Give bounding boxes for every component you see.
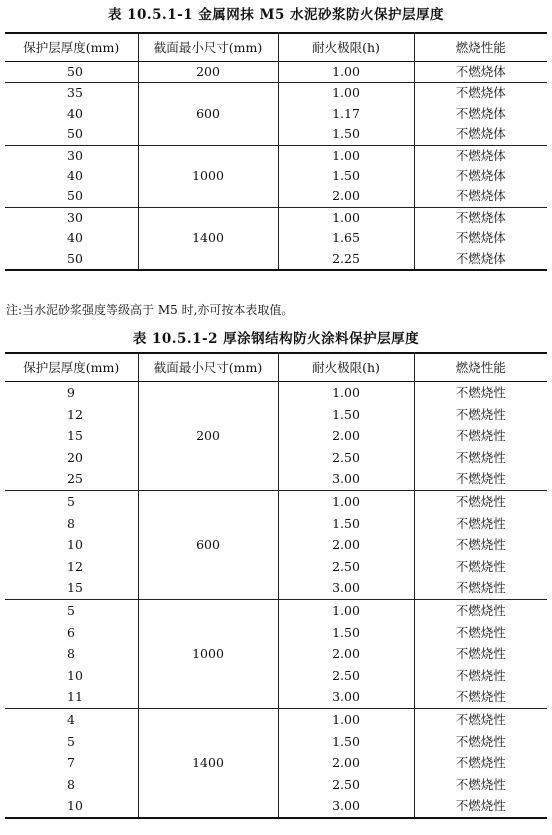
table2-caption: 表 10.5.1-2 厚涂钢结构防火涂料保护层厚度	[132, 331, 420, 347]
cell-combustion: 不燃烧性	[414, 665, 547, 687]
cell-min-section: 1000	[138, 145, 278, 207]
cell-thickness: 8	[67, 776, 75, 792]
table-row	[5, 62, 547, 83]
table-row	[5, 382, 547, 404]
cell-fire-limit: 2.00	[278, 643, 414, 665]
header-fire-limit: 耐火极限(h)	[278, 33, 414, 62]
header-fire-limit: 耐火极限(h)	[278, 353, 414, 382]
cell-combustion: 不燃烧性	[414, 468, 547, 490]
table-row	[5, 708, 547, 730]
cell-fire-limit: 1.00	[278, 145, 414, 166]
cell-thickness: 30	[5, 145, 138, 166]
table1-caption: 表 10.5.1-1 金属网抹 M5 水泥砂浆防火保护层厚度	[107, 7, 445, 23]
cell-fire-limit: 2.50	[278, 774, 414, 796]
cell-combustion: 不燃烧体	[414, 124, 547, 145]
cell-thickness: 20	[67, 449, 83, 465]
cell-thickness: 40	[67, 105, 83, 121]
cell-fire-limit: 2.00	[278, 534, 414, 556]
cell-min-section: 200	[138, 382, 278, 491]
cell-fire-limit: 1.17	[278, 104, 414, 124]
cell-thickness: 10	[67, 798, 83, 814]
cell-thickness: 5	[67, 733, 75, 749]
cell-combustion: 不燃烧性	[414, 599, 547, 621]
cell-min-section: 1400	[138, 207, 278, 270]
header-combustion: 燃烧性能	[414, 353, 547, 382]
cell-thickness: 10	[67, 667, 83, 683]
cell-thickness: 40	[67, 168, 83, 184]
cell-combustion: 不燃烧体	[414, 83, 547, 104]
cell-combustion: 不燃烧性	[414, 382, 547, 404]
cell-thickness: 8	[67, 646, 75, 662]
cell-combustion: 不燃烧性	[414, 774, 547, 796]
table1-fireproof-mortar	[5, 32, 547, 271]
cell-combustion: 不燃烧性	[414, 643, 547, 665]
cell-fire-limit: 1.00	[278, 62, 414, 83]
cell-fire-limit: 3.00	[278, 468, 414, 490]
cell-fire-limit: 1.00	[278, 708, 414, 730]
cell-combustion: 不燃烧体	[414, 207, 547, 228]
table-row	[5, 145, 547, 166]
cell-fire-limit: 3.00	[278, 577, 414, 599]
cell-thickness: 6	[67, 624, 75, 640]
cell-fire-limit: 3.00	[278, 795, 414, 818]
cell-thickness: 11	[67, 689, 83, 705]
cell-thickness: 15	[67, 428, 83, 444]
header-min-section: 截面最小尺寸(mm)	[138, 33, 278, 62]
cell-combustion: 不燃烧性	[414, 447, 547, 469]
table-row	[5, 599, 547, 621]
cell-thickness: 8	[67, 515, 75, 531]
cell-fire-limit: 1.50	[278, 731, 414, 753]
cell-thickness: 50	[67, 64, 83, 79]
table-row	[5, 83, 547, 104]
cell-combustion: 不燃烧性	[414, 577, 547, 599]
cell-thickness: 50	[67, 250, 83, 266]
cell-fire-limit: 1.00	[278, 207, 414, 228]
cell-thickness: 25	[67, 471, 83, 487]
cell-thickness: 30	[5, 207, 138, 228]
cell-thickness: 5	[5, 599, 138, 621]
cell-combustion: 不燃烧性	[414, 686, 547, 708]
cell-combustion: 不燃烧体	[414, 186, 547, 207]
cell-combustion: 不燃烧性	[414, 490, 547, 512]
cell-thickness: 35	[5, 83, 138, 104]
cell-fire-limit: 3.00	[278, 686, 414, 708]
cell-combustion: 不燃烧性	[414, 731, 547, 753]
cell-thickness: 5	[5, 490, 138, 512]
cell-combustion: 不燃烧体	[414, 145, 547, 166]
cell-fire-limit: 1.50	[278, 622, 414, 644]
cell-fire-limit: 2.25	[278, 249, 414, 270]
cell-thickness: 10	[67, 537, 83, 553]
table2-header-row	[5, 353, 547, 382]
cell-combustion: 不燃烧体	[414, 249, 547, 270]
table1-header-row	[5, 33, 547, 62]
cell-combustion: 不燃烧性	[414, 425, 547, 447]
cell-combustion: 不燃烧体	[414, 166, 547, 186]
cell-min-section: 600	[138, 83, 278, 145]
cell-combustion: 不燃烧体	[414, 228, 547, 248]
header-thickness: 保护层厚度(mm)	[5, 33, 138, 62]
cell-fire-limit: 1.00	[278, 382, 414, 404]
cell-combustion: 不燃烧性	[414, 513, 547, 535]
cell-fire-limit: 2.00	[278, 186, 414, 207]
cell-thickness: 50	[67, 126, 83, 142]
table2-body	[5, 382, 547, 818]
cell-thickness: 40	[67, 230, 83, 246]
cell-fire-limit: 2.50	[278, 556, 414, 578]
header-thickness: 保护层厚度(mm)	[5, 353, 138, 382]
table-row	[5, 490, 547, 512]
cell-min-section: 1000	[138, 599, 278, 708]
table-row	[5, 207, 547, 228]
cell-thickness: 4	[5, 708, 138, 730]
cell-fire-limit: 1.50	[278, 166, 414, 186]
cell-fire-limit: 1.50	[278, 513, 414, 535]
header-min-section: 截面最小尺寸(mm)	[138, 353, 278, 382]
cell-fire-limit: 2.50	[278, 447, 414, 469]
table2-fireproof-coating	[5, 352, 547, 819]
cell-min-section: 200	[138, 62, 278, 83]
cell-fire-limit: 2.50	[278, 665, 414, 687]
cell-combustion: 不燃烧性	[414, 752, 547, 774]
cell-combustion: 不燃烧性	[414, 622, 547, 644]
cell-combustion: 不燃烧体	[414, 62, 547, 83]
cell-fire-limit: 2.00	[278, 425, 414, 447]
cell-combustion: 不燃烧性	[414, 556, 547, 578]
cell-fire-limit: 1.65	[278, 228, 414, 248]
cell-fire-limit: 1.00	[278, 83, 414, 104]
cell-thickness: 50	[67, 188, 83, 204]
cell-thickness: 15	[67, 580, 83, 596]
cell-fire-limit: 1.00	[278, 599, 414, 621]
cell-thickness: 7	[67, 755, 75, 771]
table1-body	[5, 62, 547, 271]
cell-combustion: 不燃烧性	[414, 795, 547, 818]
cell-min-section: 600	[138, 490, 278, 599]
cell-min-section: 1400	[138, 708, 278, 817]
cell-fire-limit: 1.50	[278, 404, 414, 426]
header-combustion: 燃烧性能	[414, 33, 547, 62]
cell-combustion: 不燃烧体	[414, 104, 547, 124]
cell-combustion: 不燃烧性	[414, 534, 547, 556]
cell-fire-limit: 1.50	[278, 124, 414, 145]
cell-fire-limit: 1.00	[278, 490, 414, 512]
cell-thickness: 9	[67, 385, 75, 400]
cell-thickness: 12	[67, 406, 83, 422]
cell-fire-limit: 2.00	[278, 752, 414, 774]
cell-combustion: 不燃烧性	[414, 404, 547, 426]
table1-note: 注:当水泥砂浆强度等级高于 M5 时,亦可按本表取值。	[6, 303, 294, 317]
cell-combustion: 不燃烧性	[414, 708, 547, 730]
cell-thickness: 12	[67, 558, 83, 574]
